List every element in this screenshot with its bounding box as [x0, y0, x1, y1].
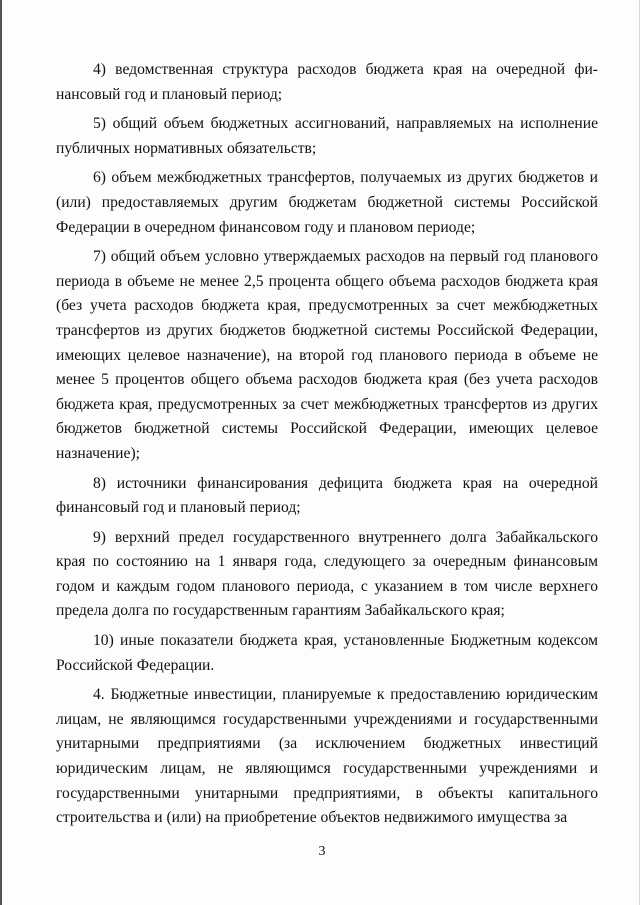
paragraph-section-4: 4. Бюджетные инвестиции, планируемые к предоставлению юридическим лицам, не являющимся государственными учреждениями и государственными унитарными предприятиями (за исключением бюджетных инвестиций юридическим лицам, не являющимся государственными учреждениями и государственными унитарными предприятиями, в объекты капитального строительства и (или) на приобретение объектов недвижимого имущества за — [56, 686, 598, 827]
paragraph-item-5: 5) общий объем бюджетных ассигнований, направляемых на исполнение публичных нормативных обязательств; — [56, 115, 598, 157]
paragraph-item-4: 4) ведомственная структура расходов бюджета края на очередной финансовый год и плановый период; — [56, 61, 598, 103]
paragraph-item-9: 9) верхний предел государственного внутреннего долга Забайкальского края по состоянию на 1 января года, следующего за очередным финансовым годом и каждым годом планового периода, с указанием в том числе верхнего предела долга по государственным гарантиям Забайкальского края; — [56, 528, 598, 620]
page-number: 3 — [318, 844, 326, 859]
paragraph-item-7: 7) общий объем условно утверждаемых расходов на первый год планового периода в объеме не менее 2,5 процента общего объема расходов бюджета края (без учета расходов бюджета края, предусмотренных за счет межбюджетных трансфертов из других бюджетов бюджетной системы Российской Федерации, имеющих целевое назначение), на второй год планового периода в объеме не менее 5 процентов общего объема расходов бюджета края (без учета расходов бюджета края, предусмотренных за счет межбюджетных трансфертов из других бюджетов бюджетной системы Российской Федерации, имеющих целевое назначение); — [56, 248, 598, 462]
paragraph-item-6: 6) объем межбюджетных трансфертов, получаемых из других бюджетов и (или) предоставляемых другим бюджетам бюджетной системы Российской Федерации в очередном финансовом году и плановом периоде; — [56, 169, 598, 236]
paragraph-item-10: 10) иные показатели бюджета края, установленные Бюджетным кодексом Российской Федерации. — [56, 632, 598, 674]
body-text — [56, 58, 598, 831]
paragraph-item-8: 8) источники финансирования дефицита бюджета края на очередной финансовый год и плановый период; — [56, 474, 598, 517]
